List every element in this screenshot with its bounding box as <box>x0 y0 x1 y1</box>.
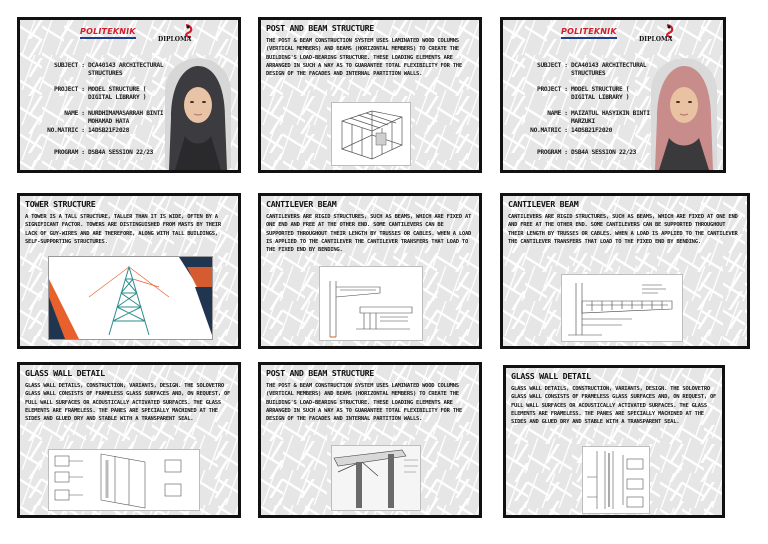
project-value: MODEL STRUCTURE ( DIGITAL LIBRARY ) <box>88 86 147 101</box>
project-label: PROJECT <box>537 86 561 93</box>
politeknik-logo <box>561 27 631 47</box>
profile-card-1 <box>17 17 241 173</box>
info-row-matric: NO.MATRIC : 14DSB21F2020 <box>511 127 653 135</box>
card-body: THE POST & BEAM CONSTRUCTION SYSTEM USES LAMINATED WOOD COLUMNS (VERTICAL MEMBERS) AND BEAMS (HORIZONTAL MEMBERS) TO CREATE THE BUILDING'S LOAD-BEARING STRUCTURE. THESE LOADING ELEMENTS ARE ARRANGED IN SUCH A WAY AS TO GUARANTEE TOTAL FLEXIBILITY FOR THE DESIGN OF THE FACADES AND INTERNAL PARTITION WALLS. <box>266 38 462 78</box>
politeknik-logo-text: POLITEKNIK <box>561 27 617 36</box>
card-title: GLASS WALL DETAIL <box>25 368 105 378</box>
info-row-project: PROJECT : MODEL STRUCTURE ( DIGITAL LIBRARY ) <box>511 86 653 102</box>
card-title: TOWER STRUCTURE <box>25 199 96 209</box>
program-value: DSB4A SESSION 22/23 <box>571 149 637 156</box>
matric-value: 14DSB21F2028 <box>88 127 130 134</box>
info-card-cantilever-2 <box>500 193 750 349</box>
info-row-matric: NO.MATRIC : 14DSB21F2028 <box>28 127 170 135</box>
info-card-cantilever-1 <box>258 193 482 349</box>
name-value: NURDHIMAMASARRAH BINTI MOHAMAD HATA <box>88 110 164 125</box>
subject-value: DCA40143 ARCHITECTURAL STRUCTURES <box>88 62 164 77</box>
card-body: GLASS WALL DETAILS, CONSTRUCTION, VARIANTS, DESIGN. THE SOLOVETRO GLASS WALL CONSISTS OF FRAMELESS GLASS SURFACES AND, ON REQUEST, OF FULL WALL SURFACES OR ACOUSTICALLY ACTIVATED SURFACES. THE GLASS ELEMENTS ARE FRAMELESS. THE PANES ARE SPECIALLY MACHINED AT THE SIDES AND GLUED DRY AND STABLE WITH A TRANSPARENT SEAL. <box>25 383 231 423</box>
name-value: MAIZATUL HASYIKIN BINTI MARZUKI <box>571 110 650 125</box>
post-beam-joint-figure <box>331 445 421 511</box>
info-row-program: PROGRAM : DSB4A SESSION 22/23 <box>28 149 170 157</box>
diploma-logo <box>639 24 679 50</box>
logo-row <box>561 24 701 50</box>
card-body: GLASS WALL DETAILS, CONSTRUCTION, VARIANTS, DESIGN. THE SOLOVETRO GLASS WALL CONSISTS OF FRAMELESS GLASS SURFACES AND, ON REQUEST, OF FULL WALL SURFACES OR ACOUSTICALLY ACTIVATED SURFACES. THE GLASS ELEMENTS ARE FRAMELESS. THE PANES ARE SPECIALLY MACHINED AT THE SIDES AND GLUED DRY AND STABLE WITH A TRANSPARENT SEAL. <box>511 386 717 426</box>
student-info-table <box>28 62 170 165</box>
tower-figure <box>48 256 213 340</box>
matric-label: NO.MATRIC <box>47 127 78 134</box>
info-row-name: NAME : MAIZATUL HASYIKIN BINTI MARZUKI <box>511 110 653 126</box>
logo-row <box>80 24 220 50</box>
info-row-program: PROGRAM : DSB4A SESSION 22/23 <box>511 149 653 157</box>
student-photo <box>165 58 231 170</box>
info-card-tower <box>17 193 241 349</box>
card-body: CANTILEVERS ARE RIGID STRUCTURES, SUCH AS BEAMS, WHICH ARE FIXED AT ONE END AND FREE AT THE OTHER END. SOME CANTILEVERS CAN BE SUPPORTED THROUGHOUT THEIR LENGTH BY TRUSSES OR CABLES. WHEN A LOAD IS APPLIED TO THE CANTILEVER THE CANTILEVER TRANSFERS THAT LOAD TO THE FIXED END BY BENDING. <box>266 214 472 254</box>
diploma-logo-text: DIPLOMA <box>158 36 192 43</box>
student-info-table <box>511 62 653 165</box>
post-beam-frame-figure <box>331 102 411 166</box>
politeknik-logo <box>80 27 150 47</box>
politeknik-logo-text: POLITEKNIK <box>80 27 136 36</box>
profile-card-2 <box>500 17 726 173</box>
info-card-glass-wall-1 <box>17 362 241 518</box>
info-row-project: PROJECT : MODEL STRUCTURE ( DIGITAL LIBRARY ) <box>28 86 170 102</box>
card-title: POST AND BEAM STRUCTURE <box>266 368 374 378</box>
card-title: CANTILEVER BEAM <box>508 199 579 209</box>
info-row-subject: SUBJECT : DCA40143 ARCHITECTURAL STRUCTURES <box>511 62 653 78</box>
program-value: DSB4A SESSION 22/23 <box>88 149 154 156</box>
card-body: THE POST & BEAM CONSTRUCTION SYSTEM USES LAMINATED WOOD COLUMNS (VERTICAL MEMBERS) AND BEAMS (HORIZONTAL MEMBERS) TO CREATE THE BUILDING'S LOAD-BEARING STRUCTURE. THESE LOADING ELEMENTS ARE ARRANGED IN SUCH A WAY AS TO GUARANTEE TOTAL FLEXIBILITY FOR THE DESIGN OF THE FACADES AND INTERNAL PARTITION WALLS. <box>266 383 462 423</box>
project-label: PROJECT <box>54 86 78 93</box>
card-title: GLASS WALL DETAIL <box>511 371 591 381</box>
subject-label: SUBJECT <box>54 62 78 69</box>
diploma-logo <box>158 24 198 50</box>
info-row-subject: SUBJECT : DCA40143 ARCHITECTURAL STRUCTURES <box>28 62 170 78</box>
student-photo <box>651 58 717 170</box>
program-label: PROGRAM <box>54 149 78 156</box>
matric-label: NO.MATRIC <box>530 127 561 134</box>
subject-label: SUBJECT <box>537 62 561 69</box>
cantilever-section-figure <box>319 266 423 341</box>
glass-wall-figure <box>582 446 650 514</box>
name-label: NAME <box>64 110 78 117</box>
subject-value: DCA40143 ARCHITECTURAL STRUCTURES <box>571 62 647 77</box>
cantilever-detail-figure <box>561 274 683 342</box>
diploma-logo-text: DIPLOMA <box>639 36 673 43</box>
project-value: MODEL STRUCTURE ( DIGITAL LIBRARY ) <box>571 86 630 101</box>
info-card-glass-wall-2 <box>503 365 725 518</box>
program-label: PROGRAM <box>537 149 561 156</box>
card-title: POST AND BEAM STRUCTURE <box>266 23 374 33</box>
matric-value: 14DSB21F2020 <box>571 127 613 134</box>
glass-wall-figure <box>48 449 200 511</box>
info-card-post-beam-1 <box>258 17 482 173</box>
name-label: NAME <box>547 110 561 117</box>
card-body: CANTILEVERS ARE RIGID STRUCTURES, SUCH AS BEAMS, WHICH ARE FIXED AT ONE END AND FREE AT THE OTHER END. SOME CANTILEVERS CAN BE SUPPORTED THROUGHOUT THEIR LENGTH BY TRUSSES OR CABLES. WHEN A LOAD IS APPLIED TO THE CANTILEVER THE CANTILEVER TRANSFERS THAT LOAD TO THE FIXED END BY BENDING. <box>508 214 738 245</box>
info-card-post-beam-2 <box>258 362 482 518</box>
info-row-name: NAME : NURDHIMAMASARRAH BINTI MOHAMAD HATA <box>28 110 170 126</box>
card-body: A TOWER IS A TALL STRUCTURE, TALLER THAN IT IS WIDE, OFTEN BY A SIGNIFICANT FACTOR. TOWERS ARE DISTINGUISHED FROM MASTS BY THEIR LACK OF GUY-WIRES AND ARE THEREFORE, ALONG WITH TALL BUILDINGS, SELF-SUPPORTING STRUCTURES. <box>25 214 221 245</box>
card-title: CANTILEVER BEAM <box>266 199 337 209</box>
